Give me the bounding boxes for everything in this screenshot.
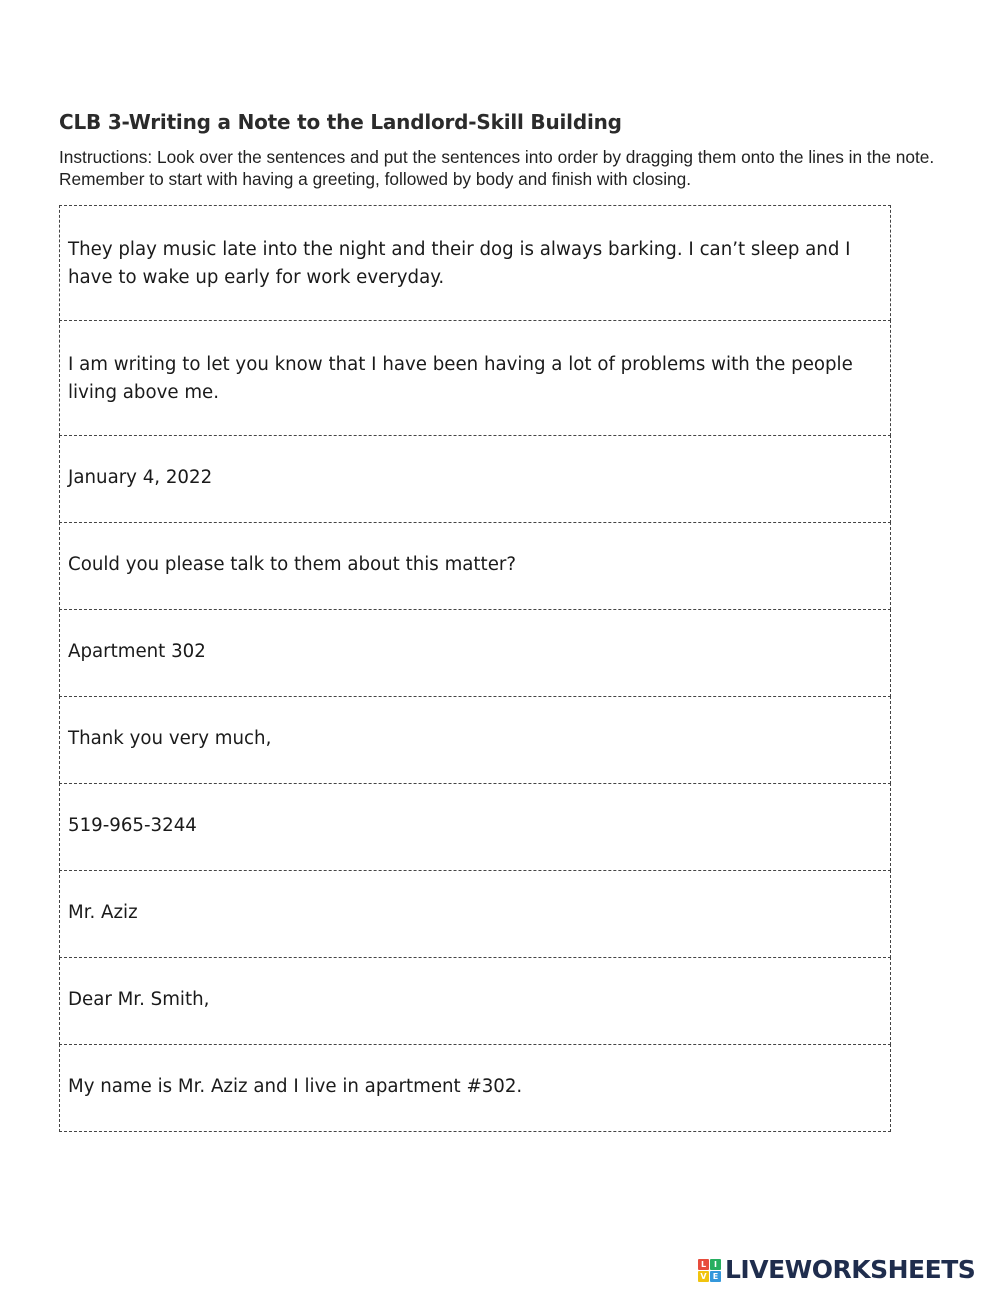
sentence-strip[interactable]: Could you please talk to them about this matter? [59,522,891,610]
sentence-strip[interactable]: 519-965-3244 [59,783,891,871]
sentence-strip[interactable]: I am writing to let you know that I have been having a lot of problems with the people living above me. [59,320,891,436]
logo-letter-e: E [710,1271,721,1282]
sentence-strip-list [59,205,891,1132]
sentence-strip[interactable]: Apartment 302 [59,609,891,697]
sentence-strip[interactable]: My name is Mr. Aziz and I live in apartment #302. [59,1044,891,1132]
logo-letter-v: V [698,1271,709,1282]
liveworksheets-logo-icon [698,1259,721,1282]
logo-letter-i: I [710,1259,721,1270]
sentence-strip[interactable]: January 4, 2022 [59,435,891,523]
sentence-strip[interactable]: They play music late into the night and their dog is always barking. I can’t sleep and I have to wake up early for work everyday. [59,205,891,321]
sentence-strip[interactable]: Thank you very much, [59,696,891,784]
sentence-strip[interactable]: Dear Mr. Smith, [59,957,891,1045]
logo-letter-l: L [698,1259,709,1270]
sentence-strip[interactable]: Mr. Aziz [59,870,891,958]
brand-name: LIVEWORKSHEETS [725,1255,976,1284]
worksheet-instructions: Instructions: Look over the sentences and put the sentences into order by dragging them onto the lines in the note. Remember to start with having a greeting, followed by body and finish with closing. [59,147,935,189]
worksheet-title: CLB 3-Writing a Note to the Landlord-Skill Building [59,110,622,134]
liveworksheets-brand[interactable] [698,1255,975,1285]
